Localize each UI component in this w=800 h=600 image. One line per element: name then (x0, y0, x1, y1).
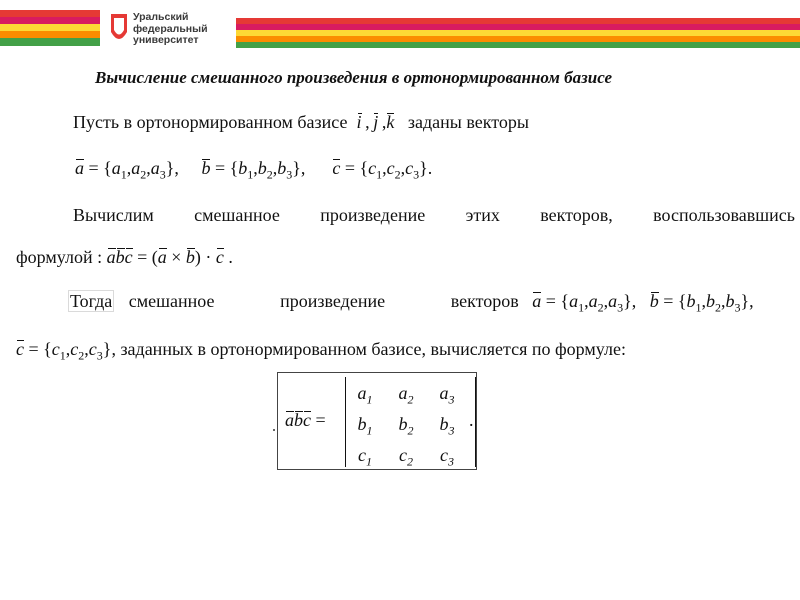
determinant-formula-box (277, 372, 477, 470)
basis-tail-text: заданы векторы (407, 112, 529, 132)
det-cell-c3: $c_3$ (440, 445, 454, 469)
university-logo-text (133, 12, 208, 47)
para3-tail: , заданных в ортонормированном базисе, вычисляется по формуле: (111, 339, 626, 359)
formula-label: формулой : (16, 247, 103, 267)
det-cell-b3: $b_3$ (439, 414, 455, 438)
det-cell-c2: $c_2$ (399, 445, 413, 469)
para2-line2: формулой : abc = (a × b) · c . (16, 247, 233, 267)
vector-a-name: a (75, 158, 84, 178)
determinant-bar-left (345, 377, 346, 467)
basis-vector-i: i (356, 112, 362, 132)
slide-title: Вычисление смешанного произведения в ортонормированном базисе (95, 68, 613, 87)
det-cell-b1: $b_1$ (357, 414, 373, 438)
vector-definitions: $a = \{a_1,a_2,a_3\}$, $b = \{b_1,b_2,b_3\}$, $c = \{c_1,c_2,c_3\}$. (75, 158, 433, 182)
logo-line-3: университет (133, 34, 199, 46)
det-cell-c1: $c_1$ (358, 445, 372, 469)
logo-line-1: Уральский (133, 11, 189, 23)
determinant-bar-right (475, 377, 476, 467)
det-cell-a2: $a_2$ (398, 383, 414, 407)
tovda-word: Тогда (70, 291, 113, 311)
para3-line2: $c = \{c_1,c_2,c_3\}$, заданных в ортонормированном базисе, вычисляется по формуле: (16, 339, 626, 363)
logo-line-2: федеральный (133, 22, 208, 35)
stray-dot (273, 429, 275, 431)
det-cell-a3: $a_3$ (439, 383, 455, 407)
det-cell-a1: $a_1$ (357, 383, 373, 407)
logo-stripes-right (236, 18, 800, 48)
para3-line1: Тогда смешанное произведение векторов $a = \{a_1,a_2,a_3\}$, $b = \{b_1,b_2,b_3\}$, (70, 291, 754, 315)
basis-vector-k: k (386, 112, 395, 132)
determinant-period: . (469, 410, 474, 430)
basis-intro-text: Пусть в ортонормированном базисе (73, 112, 348, 132)
determinant-lhs: abc = (285, 410, 326, 430)
para2-line1: Вычислим смешанное произведение этих векторов, воспользовавшись (73, 205, 795, 225)
vector-b-name: b (201, 158, 211, 178)
para3-intro: смешанное произведение векторов (128, 291, 519, 311)
basis-line: Пусть в ортонормированном базисе i , j ,k заданы векторы (73, 112, 529, 132)
vector-c-name: c (332, 158, 341, 178)
determinant-matrix (345, 377, 477, 467)
basis-vector-j: j (373, 112, 379, 132)
det-cell-b2: $b_2$ (398, 414, 414, 438)
header (0, 0, 800, 60)
logo-stripes-left (0, 10, 100, 46)
university-emblem-icon (108, 12, 130, 46)
